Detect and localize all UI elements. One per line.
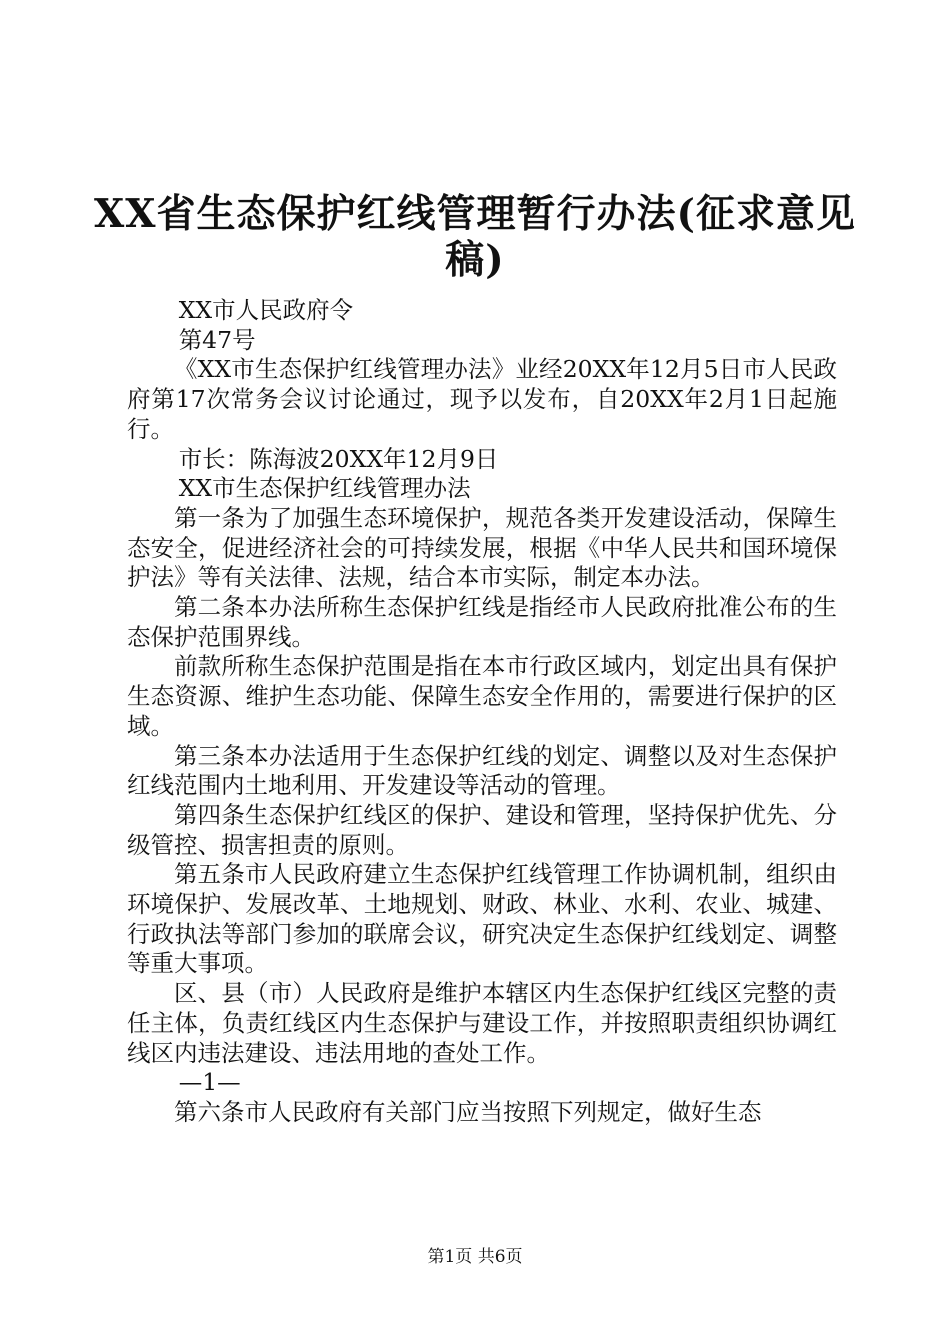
paragraph-regulation-title: XX市生态保护红线管理办法 [178, 474, 471, 503]
paragraph-article-5: 第五条市人民政府建立生态保护红线管理工作协调机制，组织由环境保护、发展改革、土地规划、财政、林业、水利、农业、城建、行政执法等部门参加的联席会议，研究决定生态保护红线划定、调整等重大事项。 [127, 860, 837, 978]
inline-page-number: —1— [178, 1068, 241, 1097]
document-body [127, 296, 837, 1128]
paragraph-article-1: 第一条为了加强生态环境保护，规范各类开发建设活动，保障生态安全，促进经济社会的可持续发展，根据《中华人民共和国环境保护法》等有关法律、法规，结合本市实际，制定本办法。 [127, 503, 837, 592]
paragraph-article-6: 第六条市人民政府有关部门应当按照下列规定，做好生态 [174, 1097, 762, 1126]
paragraph-article-4: 第四条生态保护红线区的保护、建设和管理，坚持保护优先、分级管控、损害担责的原则。 [127, 800, 837, 859]
paragraph-article-5-clause: 区、县（市）人民政府是维护本辖区内生态保护红线区完整的责任主体，负责红线区内生态保护与建设工作，并按照职责组织协调红线区内违法建设、违法用地的查处工作。 [127, 979, 837, 1067]
document-title-line-2: 稿) [445, 237, 505, 283]
page-footer: 第1页 共6页 [427, 1247, 523, 1267]
paragraph-article-2-clause: 前款所称生态保护范围是指在本市行政区域内，划定出具有保护生态资源、维护生态功能、保障生态安全作用的，需要进行保护的区域。 [127, 652, 837, 740]
paragraph-announcement: 《XX市生态保护红线管理办法》业经20XX年12月5日市人民政府第17次常务会议讨论通过，现予以发布，自20XX年2月1日起施行。 [127, 355, 837, 443]
paragraph-decree-issuer: XX市人民政府令 [178, 296, 354, 324]
paragraph-article-3: 第三条本办法适用于生态保护红线的划定、调整以及对生态保护红线范围内土地利用、开发建设等活动的管理。 [127, 741, 837, 800]
document-title-line-1: XX省生态保护红线管理暂行办法(征求意见 [94, 191, 856, 237]
paragraph-signature: 市长：陈海波20XX年12月9日 [178, 444, 499, 473]
paragraph-decree-number: 第47号 [178, 325, 256, 354]
paragraph-article-2: 第二条本办法所称生态保护红线是指经市人民政府批准公布的生态保护范围界线。 [127, 593, 837, 651]
